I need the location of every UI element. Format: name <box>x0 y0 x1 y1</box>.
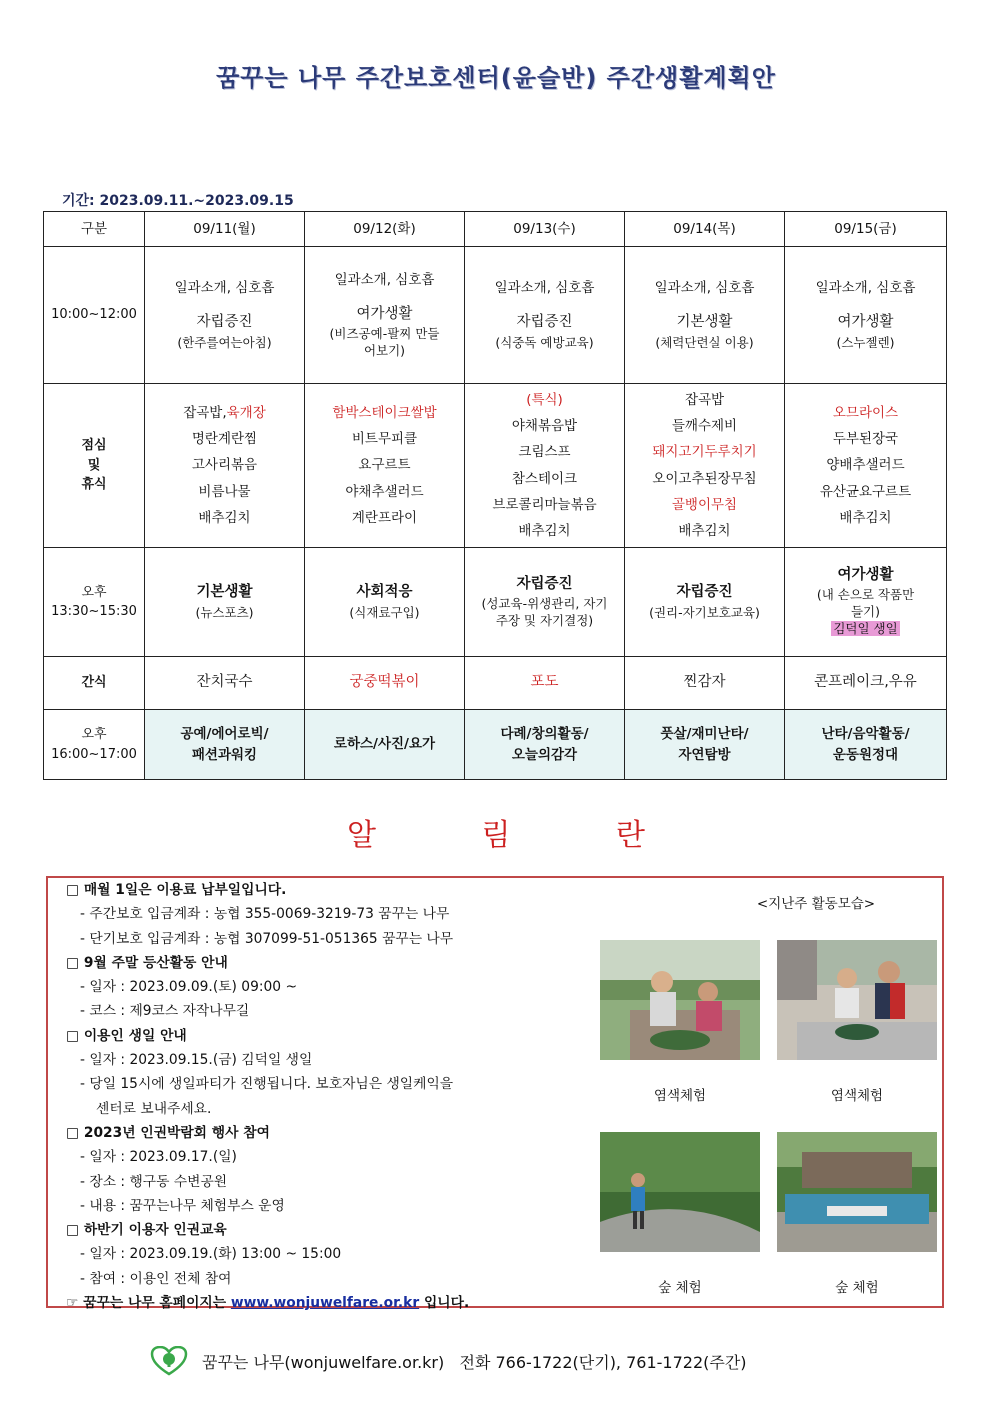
cell-main-text: 기본생활 <box>676 313 733 330</box>
notice-detail: - 코스 : 제9코스 자작나무길 <box>80 1003 250 1020</box>
cell-sub-text: (뉴스포츠) <box>195 604 254 620</box>
menu-item: 잡곡밥 <box>684 391 725 408</box>
homepage-line <box>66 1291 606 1315</box>
notice-list <box>66 878 606 1315</box>
cell-main-text: 사회적응 <box>356 583 413 600</box>
cell-sub-text: (한주를여는아침) <box>177 334 272 350</box>
menu-item: 잡곡밥, <box>183 404 227 421</box>
morning-cell <box>305 247 465 384</box>
notice-detail: 센터로 보내주세요. <box>96 1100 212 1117</box>
afternoon-row <box>44 548 947 657</box>
menu-item: 비트무피클 <box>351 431 418 448</box>
menu-item: 배추김치 <box>678 523 731 540</box>
cell-sub-text: (비즈공예-팔찌 만들어보기) <box>329 326 440 358</box>
cell-sub-text: (스누젤렌) <box>836 334 895 350</box>
lunch-menu-cell <box>785 384 947 548</box>
morning-cell <box>785 247 947 384</box>
cell-sub-text: (성교육-위생관리, 자기주장 및 자기결정) <box>481 596 608 628</box>
menu-item: 양배추샐러드 <box>826 457 905 474</box>
notice-board-title: 알 림 란 <box>346 818 693 853</box>
notice-detail: - 단기보호 입금계좌 : 농협 307099-51-051365 꿈꾸는 나무 <box>80 930 454 947</box>
menu-item: 오이고추된장무침 <box>652 470 757 487</box>
snack-cell: 찐감자 <box>625 657 785 710</box>
footer <box>150 1345 870 1377</box>
notice-detail: - 내용 : 꿈꾸는나무 체험부스 운영 <box>80 1197 285 1214</box>
late-activity-cell: 공예/에어로빅/ 패션과워킹 <box>145 710 305 780</box>
menu-item: 요구르트 <box>358 457 411 474</box>
cell-main-text: 자립증진 <box>676 583 733 600</box>
menu-item-highlight: 골뱅이무침 <box>671 496 738 513</box>
morning-cell <box>145 247 305 384</box>
menu-item-highlight: 돼지고기두루치기 <box>652 444 757 461</box>
activity-photo-forest-2 <box>777 1132 937 1252</box>
menu-item: 유산균요구르트 <box>819 483 912 500</box>
cell-top-text: 일과소개, 심호흡 <box>174 279 275 296</box>
menu-item-highlight: 오므라이스 <box>832 404 899 421</box>
photo-caption: 숲 체험 <box>835 1280 879 1296</box>
menu-item-highlight: 육개장 <box>226 404 266 421</box>
afternoon-cell <box>465 548 625 657</box>
notice-detail: - 일자 : 2023.09.09.(토) 09:00 ~ <box>80 979 298 996</box>
menu-item: 야채추샐러드 <box>345 483 424 500</box>
cell-main-text: 자립증진 <box>516 576 573 593</box>
activity-photo-forest-1 <box>600 1132 760 1252</box>
menu-item-highlight: 함박스테이크쌀밥 <box>332 404 437 421</box>
birthday-highlight: 김덕일 생일 <box>833 621 898 637</box>
menu-item: 배추김치 <box>839 509 892 526</box>
notice-detail: - 일자 : 2023.09.19.(화) 13:00 ~ 15:00 <box>80 1246 342 1263</box>
cell-sub-text: (체력단련실 이용) <box>655 334 754 350</box>
cell-top-text: 일과소개, 심호흡 <box>654 279 755 296</box>
snack-cell: 포도 <box>465 657 625 710</box>
menu-item: 크림스프 <box>518 444 571 461</box>
afternoon-cell <box>145 548 305 657</box>
row-label-snack: 간식 <box>44 657 145 710</box>
snack-cell: 콘프레이크,우유 <box>785 657 947 710</box>
afternoon-cell <box>305 548 465 657</box>
snack-row <box>44 657 947 710</box>
menu-item: 참스테이크 <box>511 470 578 487</box>
cell-main-text: 여가생활 <box>356 306 413 323</box>
homepage-prefix: ☞ 꿈꾸는 나무 홈페이지는 <box>66 1295 227 1312</box>
cell-main-text: 여가생활 <box>837 313 894 330</box>
photos-caption: <지난주 활동모습> <box>756 896 876 912</box>
menu-item: 들깨수제비 <box>671 417 738 434</box>
menu-item: 고사리볶음 <box>191 457 258 474</box>
cell-sub-text: (권리-자기보호교육) <box>649 604 760 620</box>
photo-caption: 염색체험 <box>830 1088 884 1104</box>
row-label-afternoon: 오후 13:30~15:30 <box>44 548 145 657</box>
menu-item: 명란계란찜 <box>191 431 258 448</box>
menu-item: 배추김치 <box>198 509 251 526</box>
menu-item: 브로콜리마늘볶음 <box>492 496 597 513</box>
row-label-lunch: 점심 및 휴식 <box>44 384 145 548</box>
lunch-menu-cell <box>305 384 465 548</box>
lunch-menu-cell <box>465 384 625 548</box>
notice-detail: - 당일 15시에 생일파티가 진행됩니다. 보호자님은 생일케익을 <box>80 1076 454 1093</box>
page-title: 꿈꾸는 나무 주간보호센터(윤슬반) 주간생활계획안 <box>216 64 776 92</box>
late-activity-cell: 난타/음악활동/ 운동원정대 <box>785 710 947 780</box>
notice-detail: - 일자 : 2023.09.17.(일) <box>80 1149 237 1166</box>
photo-caption: 염색체험 <box>653 1088 707 1104</box>
late-activity-cell: 풋살/재미난타/ 자연탐방 <box>625 710 785 780</box>
cell-top-text: 일과소개, 심호흡 <box>815 279 916 296</box>
cell-main-text: 자립증진 <box>516 313 573 330</box>
day-header: 09/14(목) <box>625 212 785 247</box>
day-header: 09/15(금) <box>785 212 947 247</box>
morning-cell <box>465 247 625 384</box>
row-label-morning: 10:00~12:00 <box>44 247 145 384</box>
snack-cell: 잔치국수 <box>145 657 305 710</box>
day-header: 09/11(월) <box>145 212 305 247</box>
cell-sub-text: (식재료구입) <box>349 604 420 620</box>
notice-heading: □ 하반기 이용자 인권교육 <box>66 1222 227 1239</box>
snack-cell: 궁중떡볶이 <box>305 657 465 710</box>
notice-heading: □ 매월 1일은 이용료 납부일입니다. <box>66 882 287 898</box>
notice-heading: □ 이용인 생일 안내 <box>66 1027 187 1044</box>
cell-sub-text: (식중독 예방교육) <box>495 334 594 350</box>
late-afternoon-row <box>44 710 947 780</box>
lunch-row <box>44 384 947 548</box>
activity-photo-dyeing-1 <box>600 940 760 1060</box>
notice-detail: - 참여 : 이용인 전체 참여 <box>80 1270 232 1287</box>
menu-item: 배추김치 <box>518 523 571 540</box>
late-activity-cell: 로하스/사진/요가 <box>305 710 465 780</box>
header-row <box>44 212 947 247</box>
menu-item: 비름나물 <box>198 483 251 500</box>
cell-main-text: 자립증진 <box>196 313 253 330</box>
menu-item: 야채볶음밥 <box>511 417 578 434</box>
notice-detail: - 장소 : 행구동 수변공원 <box>80 1173 228 1190</box>
notice-detail: - 일자 : 2023.09.15.(금) 김덕일 생일 <box>80 1052 313 1069</box>
afternoon-cell <box>625 548 785 657</box>
heart-tree-logo-icon <box>150 1346 188 1376</box>
cell-top-text: 일과소개, 심호흡 <box>334 272 435 289</box>
cell-main-text: 기본생활 <box>196 583 253 600</box>
lunch-menu-cell <box>625 384 785 548</box>
footer-text: 꿈꾸는 나무(wonjuwelfare.or.kr) 전화 766-1722(단기), 761-1722(주간) <box>202 1352 747 1372</box>
late-activity-cell: 다례/창의활동/ 오늘의감각 <box>465 710 625 780</box>
lunch-menu-cell <box>145 384 305 548</box>
cell-top-text: 일과소개, 심호흡 <box>494 279 595 296</box>
activity-photo-dyeing-2 <box>777 940 937 1060</box>
notice-heading: □ 2023년 인권박람회 행사 참여 <box>66 1124 270 1141</box>
row-label-late-afternoon: 오후 16:00~17:00 <box>44 710 145 780</box>
day-header: 09/12(화) <box>305 212 465 247</box>
homepage-link[interactable]: www.wonjuwelfare.or.kr <box>230 1295 420 1312</box>
notice-heading: □ 9월 주말 등산활동 안내 <box>66 954 228 971</box>
menu-item: 계란프라이 <box>351 509 418 526</box>
cell-main-text: 여가생활 <box>837 566 894 583</box>
notice-detail: - 주간보호 입금계좌 : 농협 355-0069-3219-73 꿈꾸는 나무 <box>80 906 450 923</box>
menu-item: 두부된장국 <box>832 431 899 448</box>
afternoon-cell <box>785 548 947 657</box>
period-label: 기간: 2023.09.11.~2023.09.15 <box>62 193 294 209</box>
notice-board <box>46 876 944 1312</box>
morning-cell <box>625 247 785 384</box>
morning-row <box>44 247 947 384</box>
weekly-plan-table <box>43 211 947 780</box>
photo-caption: 숲 체험 <box>658 1280 702 1296</box>
corner-cell: 구분 <box>44 212 145 247</box>
menu-item-highlight: (특식) <box>526 391 563 408</box>
cell-sub-text: (내 손으로 작품만들기) <box>816 586 915 619</box>
homepage-suffix: 입니다. <box>423 1295 470 1312</box>
day-header: 09/13(수) <box>465 212 625 247</box>
